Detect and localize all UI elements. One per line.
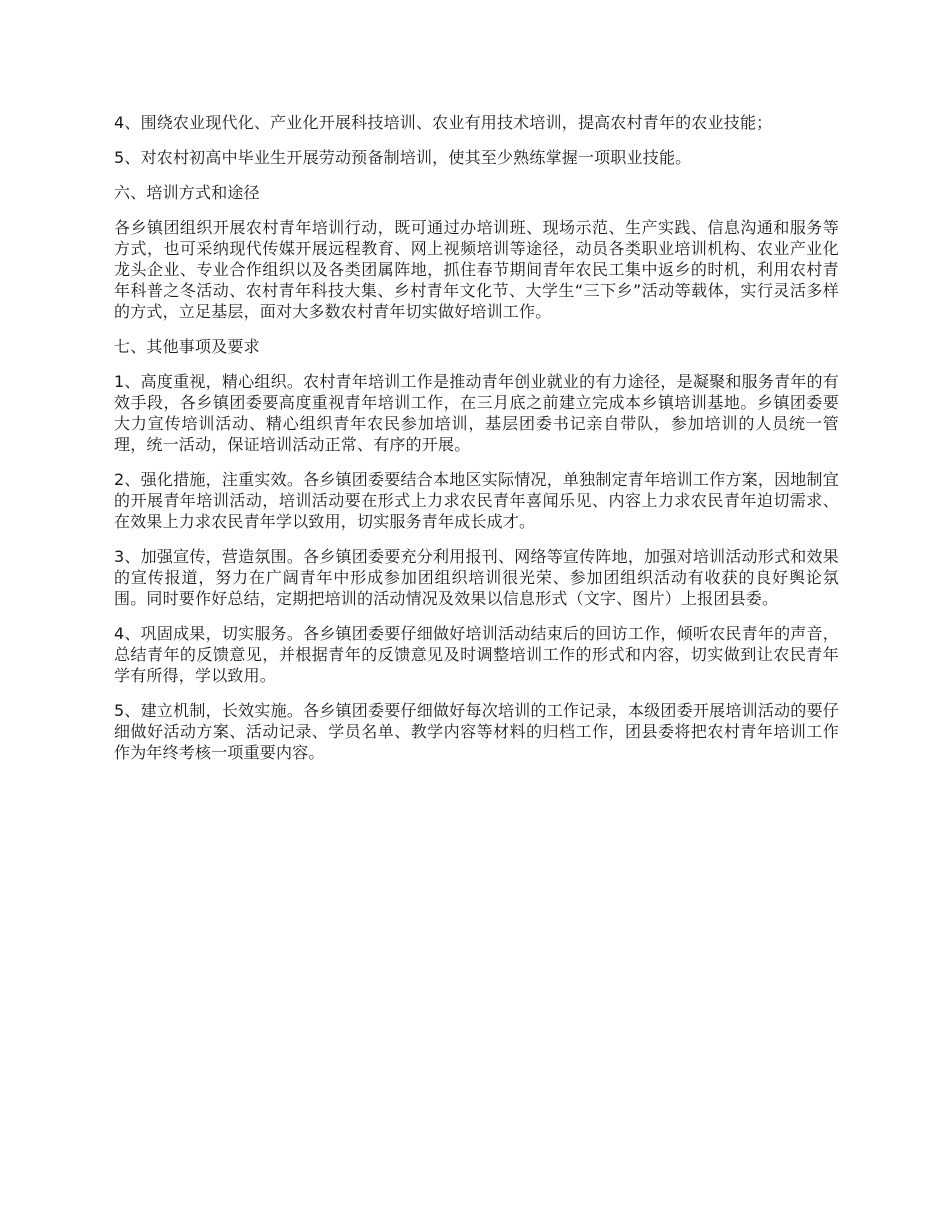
paragraph-requirement-1: 1、高度重视，精心组织。农村青年培训工作是推动青年创业就业的有力途径，是凝聚和服务青年的有效手段，各乡镇团委要高度重视青年培训工作，在三月底之前建立完成本乡镇培训基地。乡镇团委要大力宣传培训活动、精心组织青年农民参加培训，基层团委书记亲自带队，参加培训的人员统一管理，统一活动，保证培训活动正常、有序的开展。 [114, 372, 839, 454]
paragraph-requirement-5: 5、建立机制，长效实施。各乡镇团委要仔细做好每次培训的工作记录，本级团委开展培训活动的要仔细做好活动方案、活动记录、学员名单、教学内容等材料的归档工作，团县委将把农村青年培训工作作为年终考核一项重要内容。 [114, 701, 839, 762]
document-page [114, 112, 839, 777]
paragraph-requirement-3: 3、加强宣传，营造氛围。各乡镇团委要充分利用报刊、网络等宣传阵地，加强对培训活动形式和效果的宣传报道，努力在广阔青年中形成参加团组织培训很光荣、参加团组织活动有收获的良好舆论氛围。同时要作好总结，定期把培训的活动情况及效果以信息形式（文字、图片）上报团县委。 [114, 547, 839, 608]
paragraph-requirement-2: 2、强化措施，注重实效。各乡镇团委要结合本地区实际情况，单独制定青年培训工作方案，因地制宜的开展青年培训活动，培训活动要在形式上力求农民青年喜闻乐见、内容上力求农民青年迫切需求、在效果上力求农民青年学以致用，切实服务青年成长成才。 [114, 470, 839, 531]
paragraph-requirement-4: 4、巩固成果，切实服务。各乡镇团委要仔细做好培训活动结束后的回访工作，倾听农民青年的声音，总结青年的反馈意见，并根据青年的反馈意见及时调整培训工作的形式和内容，切实做到让农民青年学有所得，学以致用。 [114, 624, 839, 685]
paragraph-item-5: 5、对农村初高中毕业生开展劳动预备制培训，使其至少熟练掌握一项职业技能。 [114, 148, 692, 167]
paragraph-item-4: 4、围绕农业现代化、产业化开展科技培训、农业有用技术培训，提高农村青年的农业技能； [114, 113, 773, 132]
section-heading-7: 七、其他事项及要求 [114, 337, 260, 356]
section-heading-6: 六、培训方式和途径 [114, 183, 260, 202]
paragraph-training-methods: 各乡镇团组织开展农村青年培训行动，既可通过办培训班、现场示范、生产实践、信息沟通和服务等方式，也可采纳现代传媒开展远程教育、网上视频培训等途径，动员各类职业培训机构、农业产业化龙头企业、专业合作组织以及各类团属阵地，抓住春节期间青年农民工集中返乡的时机，利用农村青年科普之冬活动、农村青年科技大集、乡村青年文化节、大学生“三下乡”活动等载体，实行灵活多样的方式，立足基层，面对大多数农村青年切实做好培训工作。 [114, 218, 839, 321]
